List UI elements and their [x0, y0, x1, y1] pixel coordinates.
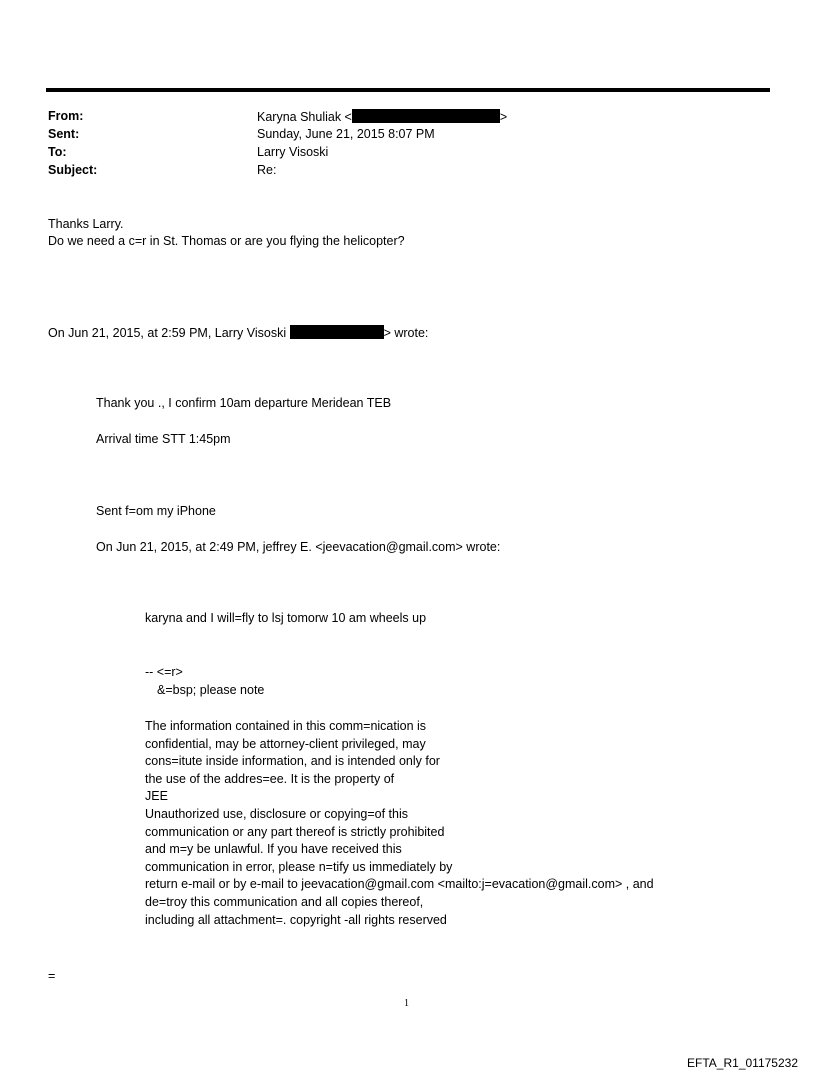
page-number: 1	[404, 998, 409, 1009]
redaction-box	[290, 325, 384, 339]
disclaimer-line: de=troy this communication and all copies thereof,	[145, 894, 424, 909]
quote-header-jeffrey: On Jun 21, 2015, at 2:49 PM, jeffrey E. <jeevacation@gmail.com> wrote:	[96, 540, 501, 554]
quote-header-suffix: > wrote:	[383, 326, 429, 340]
reply-line-arrival: Arrival time STT 1:45pm	[96, 432, 231, 446]
disclaimer-line: The information contained in this comm=nication is	[145, 719, 427, 733]
disclaimer-line: communication in error, please n=tify us immediately by	[145, 859, 453, 874]
signature-line-1: -- <=r>	[145, 665, 183, 679]
document-id: EFTA_R1_01175232	[687, 1056, 798, 1070]
disclaimer-line: the use of the addres=ee. It is the property of	[145, 771, 395, 786]
disclaimer-line: JEE	[145, 789, 168, 804]
from-value	[257, 109, 507, 125]
reply-line-confirm: Thank you ., I confirm 10am departure Meridean TEB	[96, 396, 392, 410]
redaction-box	[352, 109, 500, 123]
quote-header-larry	[48, 325, 428, 341]
signature-line-2: &=bsp; please note	[157, 683, 265, 697]
disclaimer-line: Unauthorized use, disclosure or copying=of this	[145, 806, 408, 821]
disclaimer-line: including all attachment=. copyright -all rights reserved	[145, 912, 447, 927]
to-value: Larry Visoski	[257, 145, 329, 159]
original-message: karyna and I will=fly to lsj tomorw 10 am wheels up	[145, 611, 427, 625]
reply-sent-from: Sent f=om my iPhone	[96, 504, 216, 518]
disclaimer-line: cons=itute inside information, and is intended only for	[145, 754, 440, 769]
disclaimer-line: and m=y be unlawful. If you have received this	[145, 842, 402, 857]
disclaimer-line: confidential, may be attorney-client privileged, may	[145, 736, 426, 751]
to-label: To:	[48, 145, 67, 159]
from-name: Karyna Shuliak <	[257, 110, 352, 124]
subject-label: Subject:	[48, 163, 98, 177]
sent-value: Sunday, June 21, 2015 8:07 PM	[257, 127, 435, 141]
disclaimer-line: communication or any part thereof is strictly prohibited	[145, 824, 445, 839]
sent-label: Sent:	[48, 127, 80, 141]
body-line-thanks: Thanks Larry.	[48, 217, 124, 231]
body-line-question: Do we need a c=r in St. Thomas or are you flying the helicopter?	[48, 234, 405, 248]
quote-header-prefix: On Jun 21, 2015, at 2:59 PM, Larry Visoski	[48, 326, 290, 340]
disclaimer-block	[145, 718, 654, 929]
disclaimer-line: return e-mail or by e-mail to jeevacation@gmail.com <mailto:j=evacation@gmail.com> , and	[145, 877, 654, 892]
from-close: >	[499, 110, 508, 124]
trailing-equals: =	[48, 969, 56, 983]
from-label: From:	[48, 109, 84, 123]
header-rule	[46, 88, 770, 92]
subject-value: Re:	[257, 163, 277, 177]
